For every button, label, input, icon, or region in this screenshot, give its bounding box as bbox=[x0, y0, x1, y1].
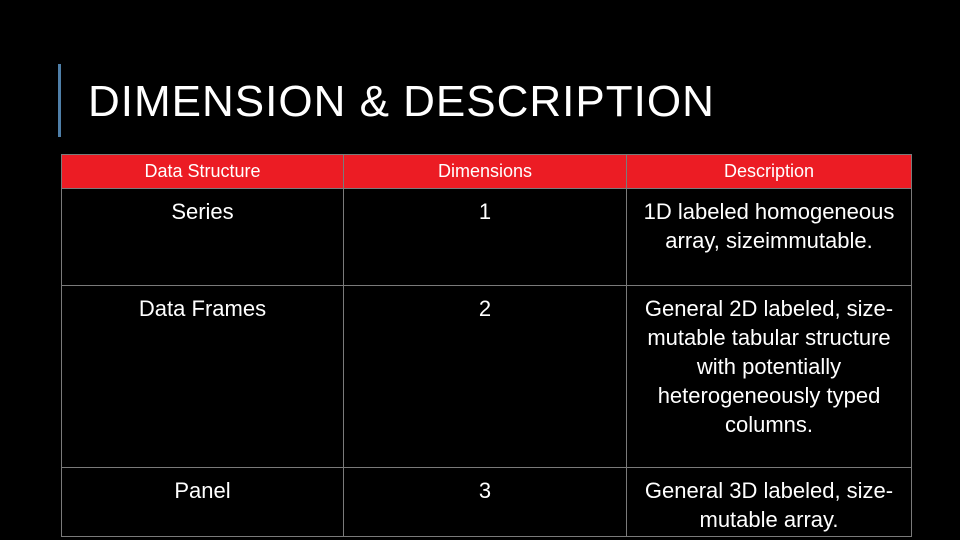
cell-structure: Panel bbox=[62, 468, 344, 537]
table-row bbox=[62, 468, 912, 537]
header-dimensions: Dimensions bbox=[344, 155, 627, 189]
slide-title: DIMENSION & DESCRIPTION bbox=[88, 77, 715, 126]
cell-description: 1D labeled homogeneous array, sizeimmutable. bbox=[627, 189, 912, 286]
cell-description: General 2D labeled, size-mutable tabular structure with potentially heterogeneously typed columns. bbox=[627, 286, 912, 468]
cell-dimensions: 1 bbox=[344, 189, 627, 286]
cell-dimensions: 3 bbox=[344, 468, 627, 537]
header-description: Description bbox=[627, 155, 912, 189]
data-structures-table bbox=[61, 154, 912, 537]
table-row bbox=[62, 286, 912, 468]
cell-structure: Series bbox=[62, 189, 344, 286]
table-header-row bbox=[62, 155, 912, 189]
cell-description: General 3D labeled, size-mutable array. bbox=[627, 468, 912, 537]
header-data-structure: Data Structure bbox=[62, 155, 344, 189]
table-row bbox=[62, 189, 912, 286]
cell-dimensions: 2 bbox=[344, 286, 627, 468]
title-accent-bar bbox=[58, 64, 61, 137]
cell-structure: Data Frames bbox=[62, 286, 344, 468]
